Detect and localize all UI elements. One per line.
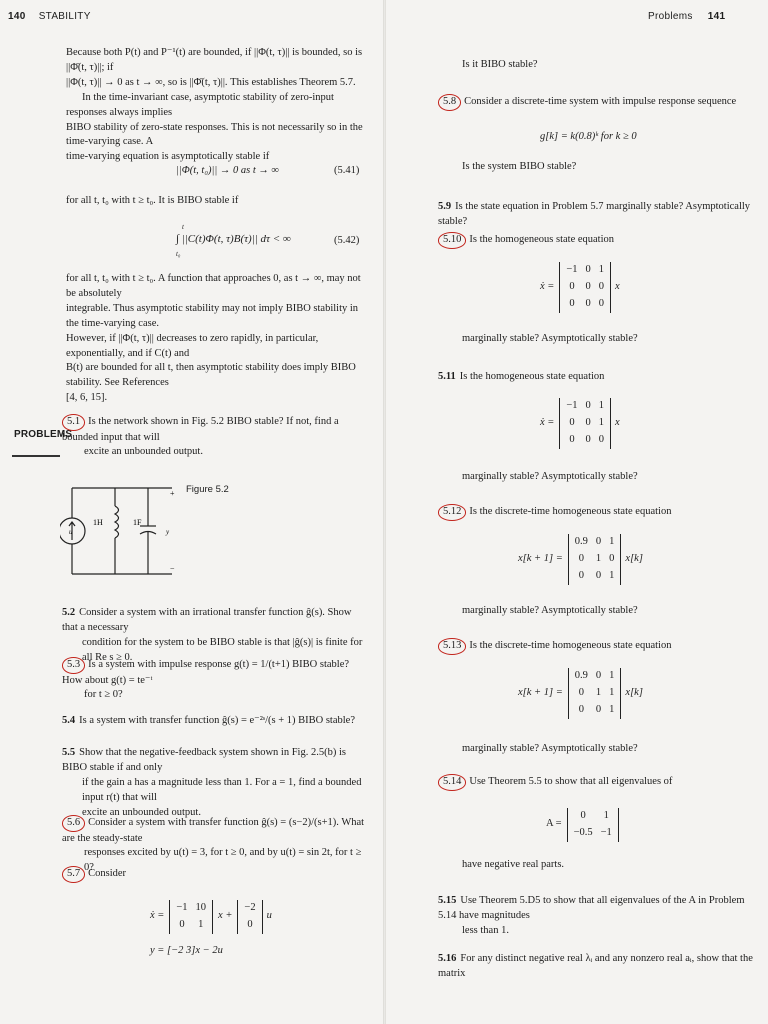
para2-line: BIBO stability of zero-state responses. This is not necessarily so in the time-varying case. A [66, 121, 363, 148]
problem-text: excite an unbounded output. [84, 446, 203, 458]
problem-text: Consider a system with an irrational transfer function ĝ(s). Show that a necessary [62, 607, 352, 633]
problem-number-circled: 5.6 [62, 815, 85, 832]
problem-5-16 [438, 952, 758, 982]
problem-text: Is the state equation in Problem 5.7 marginally stable? Asymptotically stable? [438, 201, 751, 227]
problem-text: Is the homogeneous state equation [459, 371, 605, 382]
matrix-entry: −2 [244, 902, 256, 913]
matrix-entry: 1 [598, 400, 605, 411]
equation-5-41: ||Φ(t, t₀)|| → 0 as t → ∞ [176, 165, 280, 176]
problem-5-14-matrix [546, 808, 619, 842]
problem-number-circled: 5.8 [438, 94, 461, 111]
matrix-entry: −1 [176, 902, 188, 913]
para4-line: integrable. Thus asymptotic stability may not imply BIBO stability in the time-varying case. [66, 302, 359, 329]
problem-text: Show that the negative-feedback system shown in Fig. 2.5(b) is BIBO stable if and only [62, 747, 346, 773]
problem-text: Is the homogeneous state equation [469, 234, 615, 245]
matrix-A [568, 534, 622, 585]
problem-5-8-question: Is the system BIBO stable? [462, 161, 577, 172]
problem-number-circled: 5.13 [438, 638, 466, 655]
problem-text: Consider a system with transfer function ĝ(s) = (s−2)/(s+1). What are the steady-state [62, 817, 365, 844]
problem-5-11-equation [540, 398, 620, 449]
matrix-entry: 0 [585, 280, 591, 292]
problem-5-14 [438, 774, 758, 791]
right-running-title: Problems [648, 11, 693, 22]
para4-line: However, if ||Φ(t, τ)|| decreases to zero rapidly, in particular, exponentially, and if C(t) and [66, 332, 319, 359]
figure-output-label: y [166, 528, 170, 536]
problem-text: Use Theorem 5.5 to show that all eigenvalues of [469, 776, 673, 787]
para1-line: ||Φ(t, τ)|| → 0 as t → ∞, so is ||Φ̄(t, τ)||. This establishes Theorem 5.7. [66, 76, 356, 88]
equation-number-5-42: (5.42) [334, 235, 360, 246]
equation-term: x[k] [625, 686, 643, 698]
problem-number: 5.16 [438, 953, 457, 964]
equation-term: x [615, 280, 620, 292]
equation-5-42-lower: t₀ [176, 250, 181, 258]
problem-text: Is a system with transfer function ĝ(s) = e⁻²ˢ/(s + 1) BIBO stable? [79, 715, 355, 726]
para4 [66, 272, 366, 406]
equation-lhs: ẋ = [150, 910, 165, 922]
figure-capacitor-label: 1F [133, 518, 142, 527]
matrix-entry: 0 [595, 670, 602, 681]
equation-term: x + [218, 910, 233, 922]
problem-5-10 [438, 232, 758, 249]
matrix-entry: −1 [566, 400, 578, 411]
equation-5-42: ∫ ||C(t)Φ(t, τ)B(τ)|| dτ < ∞ [176, 233, 291, 245]
problems-section-label: PROBLEMS [14, 429, 73, 440]
equation-lhs: ẋ = [540, 280, 555, 292]
problem-text: Is the discrete-time homogeneous state equation [469, 640, 672, 651]
figure-plus-sign: + [170, 489, 175, 498]
matrix-entry: 1 [609, 569, 615, 581]
problem-5-5 [62, 746, 366, 821]
matrix-entry: 1 [595, 552, 602, 564]
matrix-entry: 0 [569, 280, 575, 292]
matrix-entry: 1 [609, 686, 615, 698]
matrix-entry: 0 [580, 810, 586, 821]
equation-number-5-41: (5.41) [334, 165, 360, 176]
left-running-title: STABILITY [38, 11, 91, 22]
matrix-entry: −0.5 [573, 826, 593, 838]
matrix-entry: −1 [566, 264, 578, 275]
matrix-entry: 0 [247, 918, 253, 930]
para3: for all t, t₀ with t ≥ t₀. It is BIBO stable if [66, 195, 239, 206]
problem-5-15 [438, 894, 758, 939]
problem-text: For any distinct negative real λᵢ and any nonzero real aᵢ, show that the matrix [438, 953, 753, 979]
problem-text: Is the discrete-time homogeneous state equation [469, 506, 672, 517]
problem-5-11 [438, 370, 758, 385]
left-running-head [8, 10, 91, 24]
left-page-number: 140 [8, 11, 26, 22]
problem-5-4 [62, 714, 366, 729]
para4-line: [4, 6, 15]. [66, 392, 108, 404]
equation-term: x[k] [625, 552, 643, 564]
problem-text: if the gain a has a magnitude less than 1. For a = 1, find a bounded input r(t) that will [82, 776, 362, 803]
right-page-number: 141 [707, 11, 726, 22]
para2-line: time-varying equation is asymptotically stable if [66, 151, 270, 163]
equation-term: u [266, 910, 272, 922]
matrix-entry: 0 [595, 703, 602, 715]
problem-text: less than 1. [462, 924, 509, 936]
problem-5-7-question: Is it BIBO stable? [462, 59, 538, 70]
problem-number-circled: 5.3 [62, 657, 85, 674]
problem-5-8 [438, 94, 758, 111]
problem-number: 5.4 [62, 715, 76, 726]
matrix-entry: 0.9 [574, 536, 588, 547]
matrix-entry: 0 [598, 297, 605, 309]
matrix-A [559, 262, 611, 313]
matrix-entry: 0.9 [574, 670, 588, 681]
problem-text: Is the network shown in Fig. 5.2 BIBO stable? If not, find a bounded input that will [62, 416, 339, 443]
problem-number: 5.11 [438, 371, 456, 382]
problem-5-10-equation [540, 262, 620, 313]
figure-minus-sign: − [170, 564, 175, 573]
problem-number-circled: 5.1 [62, 414, 85, 431]
problem-5-13-equation [518, 668, 643, 719]
matrix-entry: 0 [569, 416, 575, 428]
matrix-B [237, 900, 262, 934]
matrix-entry: 0 [585, 297, 591, 309]
problem-5-7 [62, 866, 366, 883]
matrix-A [559, 398, 611, 449]
matrix-entry: 0 [595, 569, 602, 581]
problem-5-7-state-equation [150, 900, 272, 934]
equation-lhs: A = [546, 818, 562, 830]
problem-5-11-question: marginally stable? Asymptotically stable? [462, 471, 638, 482]
matrix-entry: 1 [609, 703, 615, 715]
problem-number-circled: 5.14 [438, 774, 466, 791]
equation-lhs: x[k + 1] = [518, 552, 563, 564]
problem-5-1 [62, 414, 366, 460]
problem-number: 5.2 [62, 607, 76, 618]
problem-text: Consider [88, 868, 127, 879]
equation-term: x [615, 416, 620, 428]
matrix-entry: 0 [578, 703, 584, 715]
matrix-entry: 0 [585, 264, 591, 275]
matrix-entry: 0 [585, 400, 591, 411]
para4-line: for all t, t₀ with t ≥ t₀. A function that approaches 0, as t → ∞, may not be absolutely [66, 273, 361, 299]
para1-line: Because both P(t) and P⁻¹(t) are bounded, if ||Φ(t, τ)|| is bounded, so is ||Φ̄(t, τ)||; if [66, 47, 363, 73]
circuit-figure [60, 478, 190, 580]
para1 [66, 46, 366, 165]
problem-5-12 [438, 504, 758, 521]
problem-number-circled: 5.7 [62, 866, 85, 883]
problem-number: 5.5 [62, 747, 76, 758]
problem-5-14-continuation: have negative real parts. [462, 859, 565, 870]
matrix-entry: 0 [585, 433, 591, 445]
matrix-entry: 1 [595, 686, 602, 698]
matrix-entry: 0 [578, 686, 584, 698]
problem-5-8-equation: g[k] = k(0.8)ᵏ for k ≥ 0 [540, 131, 637, 142]
problem-text: for t ≥ 0? [84, 689, 123, 701]
equation-lhs: x[k + 1] = [518, 686, 563, 698]
equation-lhs: ẋ = [540, 416, 555, 428]
problem-text: Consider a discrete-time system with impulse response sequence [464, 96, 737, 107]
matrix-entry: 10 [195, 902, 207, 913]
problem-5-13 [438, 638, 758, 655]
figure-source-label: u [69, 528, 73, 536]
matrix-entry: 1 [598, 416, 605, 428]
problem-5-10-question: marginally stable? Asymptotically stable? [462, 333, 638, 344]
figure-label: Figure 5.2 [186, 484, 229, 495]
para2-line: In the time-invariant case, asymptotic stability of zero-input responses always implies [66, 91, 334, 118]
matrix-A [567, 808, 619, 842]
matrix-entry: −1 [600, 826, 612, 838]
problem-5-3 [62, 657, 366, 703]
problem-5-12-question: marginally stable? Asymptotically stable? [462, 605, 638, 616]
problem-5-12-equation [518, 534, 643, 585]
matrix-entry: 0 [578, 569, 584, 581]
equation-5-42-upper: t [182, 223, 184, 231]
problem-5-13-question: marginally stable? Asymptotically stable? [462, 743, 638, 754]
problem-text: excite an unbounded output. [82, 806, 201, 818]
matrix-A [568, 668, 622, 719]
problem-text: Use Theorem 5.D5 to show that all eigenvalues of the A in Problem 5.14 have magnitudes [438, 895, 745, 921]
problem-5-9 [438, 200, 758, 230]
problem-number-circled: 5.10 [438, 232, 466, 249]
para4-line: B(t) are bounded for all t, then asymptotic stability does imply BIBO stability. See References [66, 362, 356, 389]
problem-text: Is a system with impulse response g(t) = 1/(t+1) BIBO stable? How about g(t) = te⁻ᵗ [62, 659, 350, 686]
problem-number: 5.9 [438, 201, 452, 212]
right-running-head [648, 10, 725, 24]
right-page [386, 0, 768, 1024]
problems-rule [12, 455, 60, 457]
problem-text: condition for the system to be BIBO stable is that |ĝ(s)| is finite for all Re s ≥ 0. [82, 636, 363, 663]
problem-text: responses excited by u(t) = 3, for t ≥ 0, and by u(t) = sin 2t, for t ≥ 0? [84, 847, 362, 874]
problem-number: 5.15 [438, 895, 457, 906]
matrix-entry: 1 [598, 264, 605, 275]
matrix-entry: 0 [569, 433, 575, 445]
matrix-entry: 0 [609, 552, 615, 564]
matrix-entry: 1 [198, 918, 204, 930]
matrix-entry: 0 [598, 280, 605, 292]
matrix-entry: 1 [609, 670, 615, 681]
matrix-entry: 1 [609, 536, 615, 547]
matrix-entry: 0 [598, 433, 605, 445]
matrix-entry: 0 [585, 416, 591, 428]
matrix-entry: 1 [603, 810, 609, 821]
problem-5-7-output-equation: y = [−2 3]x − 2u [150, 945, 223, 956]
matrix-entry: 0 [179, 918, 185, 930]
figure-inductor-label: 1H [93, 518, 103, 527]
matrix-A [169, 900, 213, 934]
problem-number-circled: 5.12 [438, 504, 466, 521]
matrix-entry: 0 [569, 297, 575, 309]
matrix-entry: 0 [595, 536, 602, 547]
matrix-entry: 0 [578, 552, 584, 564]
